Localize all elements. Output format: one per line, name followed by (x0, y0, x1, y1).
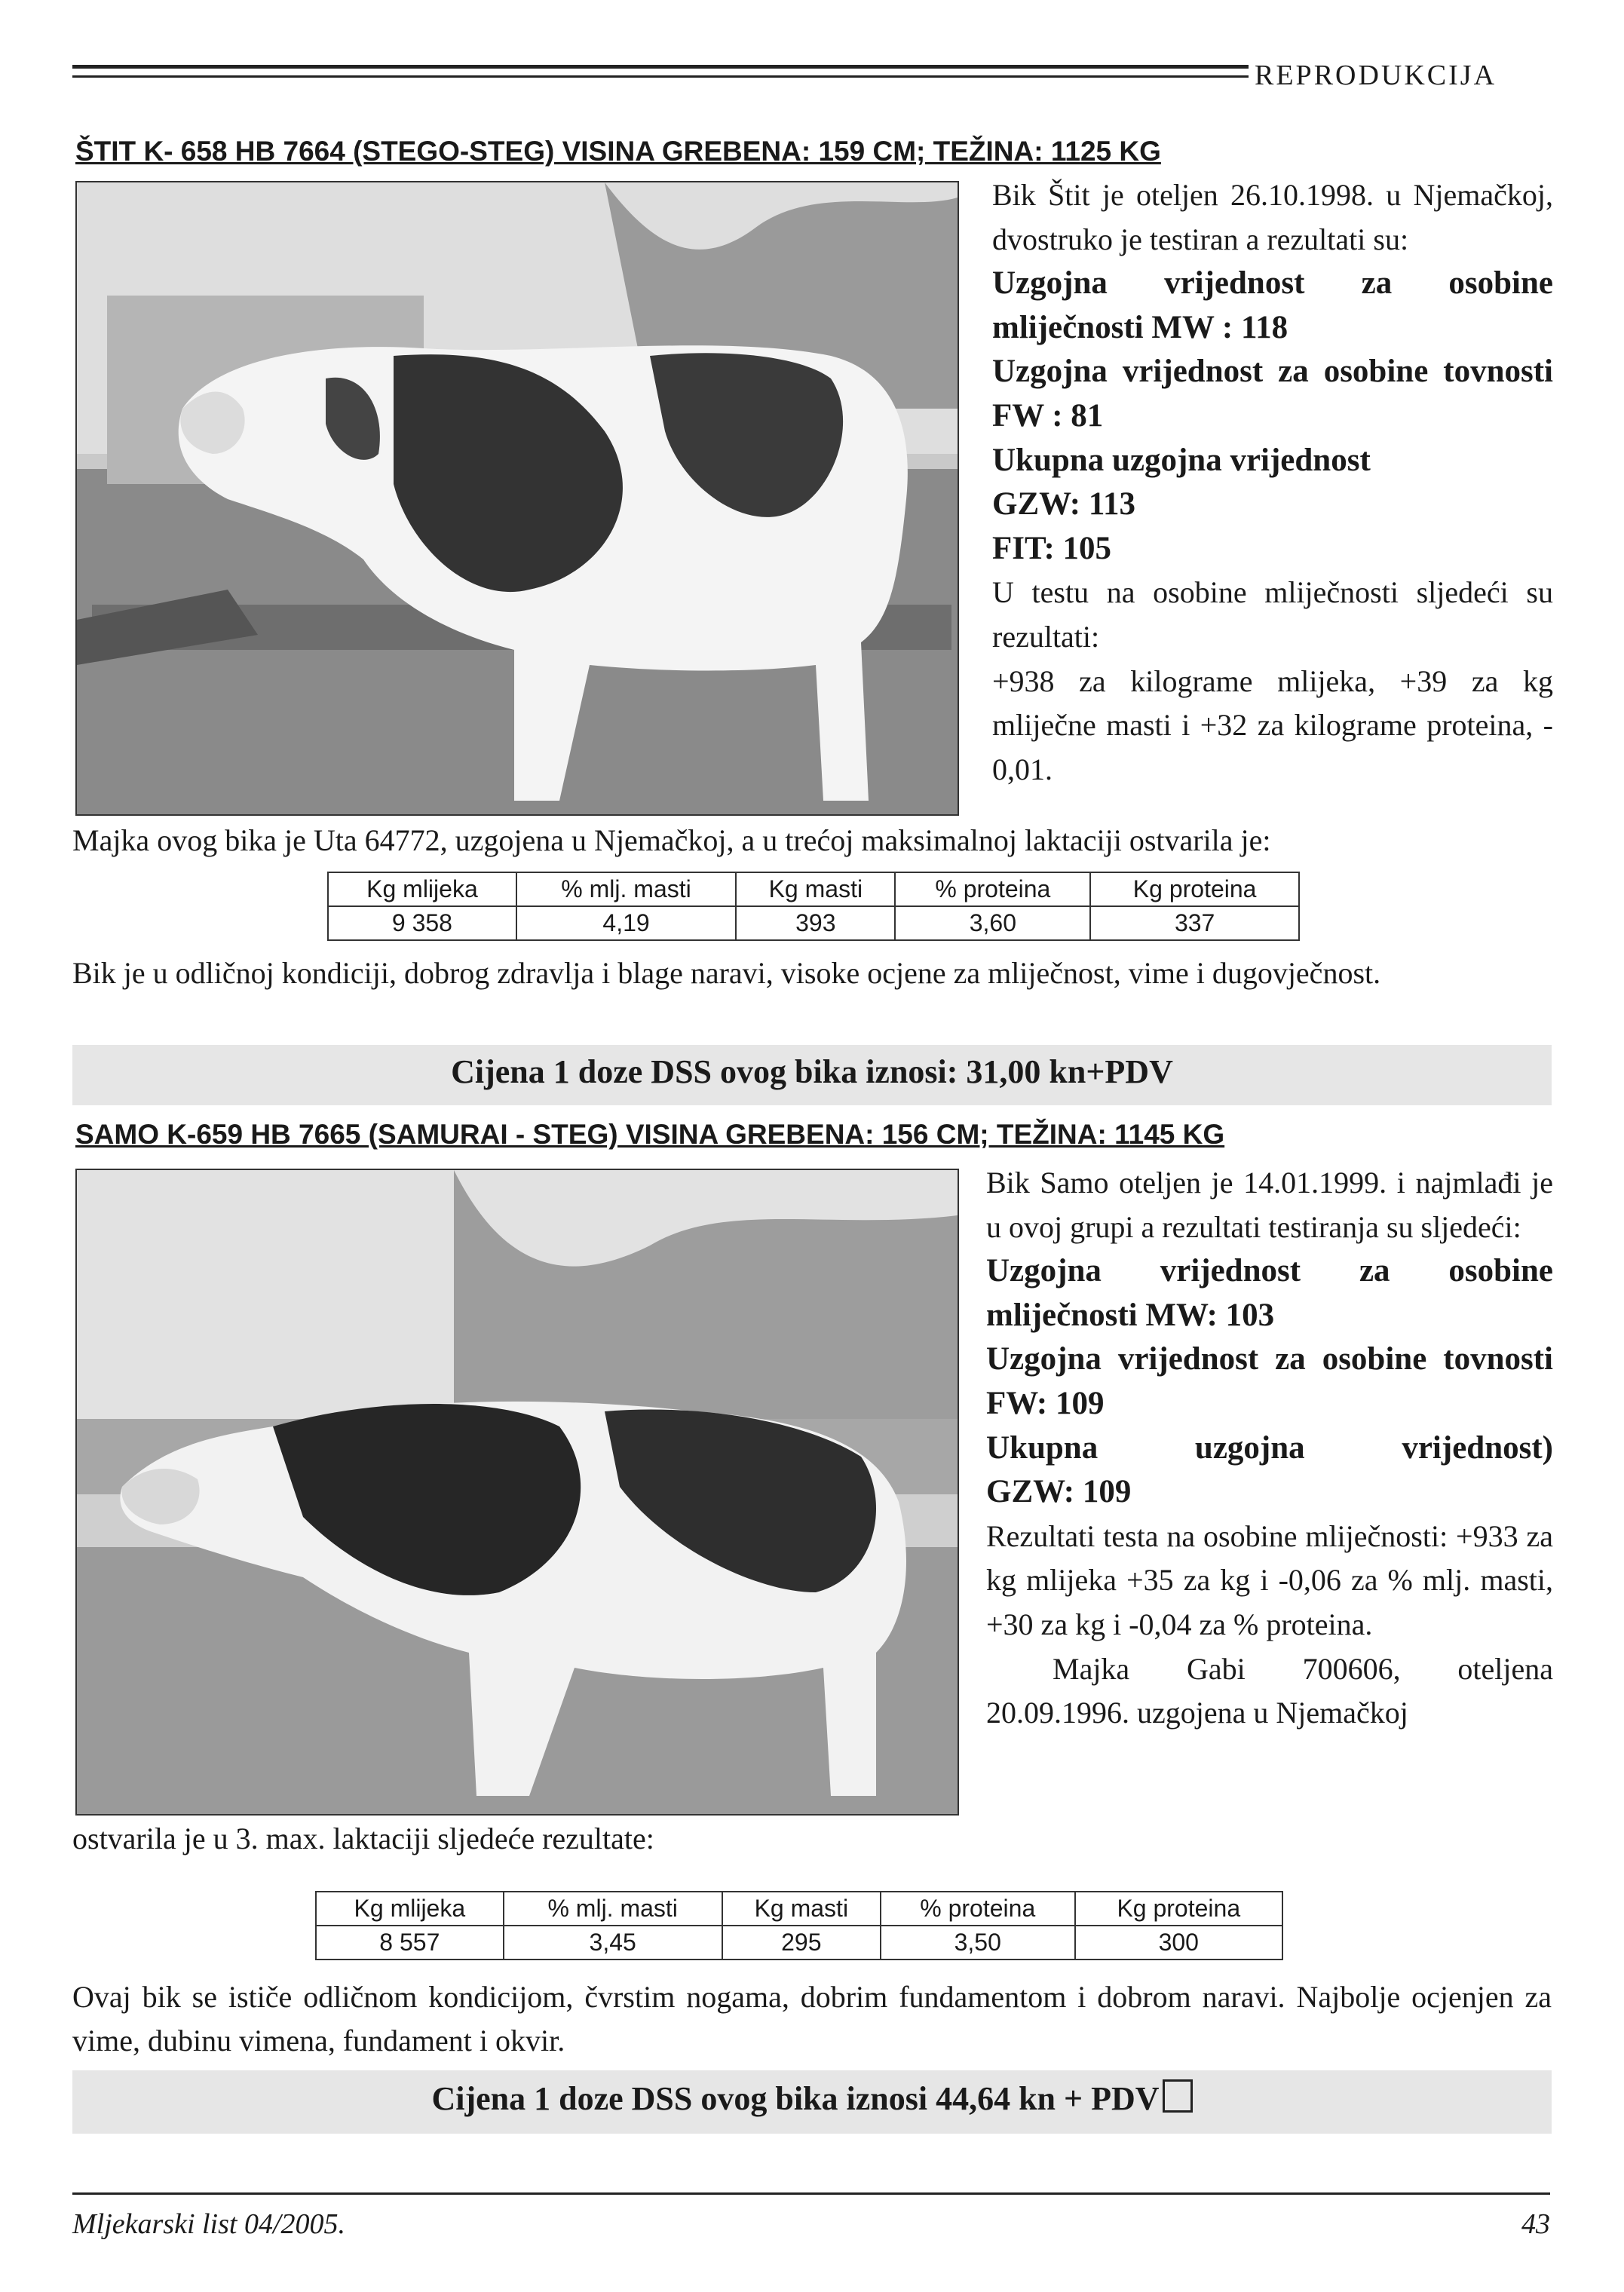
bull2-gzw: GZW: 109 (986, 1474, 1132, 1510)
bull1-gzw: GZW: 113 (992, 486, 1135, 522)
table-cell: 393 (736, 906, 895, 940)
bull2-mother-line2: ostvarila je u 3. max. laktaciji sljedeće rezultate: (72, 1822, 654, 1855)
bull1-gzw-label: Ukupna uzgojna vrijednost (992, 442, 1371, 478)
table-cell: 9 358 (328, 906, 516, 940)
table-cell: 8 557 (316, 1926, 504, 1960)
table-header-cell: % proteina (895, 872, 1090, 906)
bull1-fw: Uzgojna vrijednost za osobine tovnosti FW : 81 (992, 354, 1553, 434)
bull1-fit: FIT: 105 (992, 530, 1112, 566)
journal-name: Mljekarski list 04/2005. (72, 2208, 346, 2240)
bull2-intro: Bik Samo oteljen je 14.01.1999. i najmlađi je u ovoj grupi a rezultati testiranja su sljedeći: (986, 1166, 1553, 1244)
table-header-cell: Kg proteina (1075, 1892, 1282, 1926)
bull2-gzw-label: Ukupna uzgojna vrijednost) (986, 1429, 1553, 1466)
bull2-title: SAMO K-659 HB 7665 (SAMURAI - STEG) VISINA GREBENA: 156 CM; TEŽINA: 1145 KG (75, 1119, 1225, 1150)
table-header-cell: % proteina (881, 1892, 1075, 1926)
table-header-cell: Kg masti (722, 1892, 881, 1926)
bull2-lactation-table (315, 1891, 1283, 1960)
section-title: REPRODUKCIJA (1255, 60, 1497, 91)
bull1-test-intro: U testu na osobine mliječnosti sljedeći su rezultati: (992, 575, 1553, 654)
bull2-mother-line1: Majka Gabi 700606, oteljena 20.09.1996. uzgojena u Njemačkoj (986, 1651, 1553, 1730)
table-row (316, 1926, 1282, 1960)
bull1-mw: Uzgojna vrijednost za osobine mliječnosti MW : 118 (992, 265, 1553, 345)
bull1-lactation-table (327, 872, 1300, 941)
bull2-description: Ovaj bik se ističe odličnom kondicijom, čvrstim nogama, dobrim fundamentom i dobrom naravi. Najbolje ocjenjen za vime, dubinu vimena, fundament i okvir. (72, 1980, 1552, 2058)
header-rule-top (72, 65, 1249, 69)
table-header-cell: % mlj. masti (516, 872, 736, 906)
header-rule-bottom (72, 75, 1249, 78)
page-number: 43 (1521, 2208, 1550, 2240)
bull1-photo (75, 181, 959, 816)
checkbox-square-icon (1163, 2079, 1193, 2113)
bull1-price (0, 1053, 1624, 1091)
bull2-price (0, 2079, 1624, 2118)
table-row (328, 906, 1299, 940)
footer-rule (72, 2192, 1550, 2195)
table-cell: 3,50 (881, 1926, 1075, 1960)
bull2-image (77, 1170, 958, 1814)
table-cell: 295 (722, 1926, 881, 1960)
bull1-info (992, 173, 1553, 792)
table-header-cell: Kg mlijeka (328, 872, 516, 906)
bull2-photo (75, 1169, 959, 1816)
bull1-price-text: Cijena 1 doze DSS ovog bika iznosi: 31,00 kn+PDV (451, 1053, 1173, 1090)
table-cell: 300 (1075, 1926, 1282, 1960)
table-cell: 3,60 (895, 906, 1090, 940)
bull1-mother: Majka ovog bika je Uta 64772, uzgojena u Njemačkoj, a u trećoj maksimalnoj laktaciji ostvarila je: (72, 823, 1271, 857)
table-cell: 3,45 (504, 1926, 722, 1960)
bull1-title: ŠTIT K- 658 HB 7664 (STEGO-STEG) VISINA GREBENA: 159 CM; TEŽINA: 1125 KG (75, 136, 1161, 167)
table-cell: 337 (1090, 906, 1299, 940)
table-header-cell: Kg mlijeka (316, 1892, 504, 1926)
bull1-description: Bik je u odličnoj kondiciji, dobrog zdravlja i blage naravi, visoke ocjene za mliječnost, vime i dugovječnost. (72, 956, 1381, 990)
bull2-fw: Uzgojna vrijednost za osobine tovnosti FW: 109 (986, 1341, 1553, 1421)
bull1-intro: Bik Štit je oteljen 26.10.1998. u Njemačkoj, dvostruko je testiran a rezultati su: (992, 178, 1553, 256)
table-header-cell: Kg proteina (1090, 872, 1299, 906)
bull1-image (77, 182, 958, 814)
bull2-info (986, 1161, 1553, 1736)
table-header-cell: Kg masti (736, 872, 895, 906)
table-cell: 4,19 (516, 906, 736, 940)
bull2-test-results: Rezultati testa na osobine mliječnosti: +933 za kg mlijeka +35 za kg i -0,06 za % mlj. masti, +30 za kg i -0,04 za % proteina. (986, 1518, 1553, 1641)
table-header-cell: % mlj. masti (504, 1892, 722, 1926)
table-header-row (316, 1892, 1282, 1926)
bull2-price-text: Cijena 1 doze DSS ovog bika iznosi 44,64 kn + PDV (431, 2080, 1160, 2117)
bull2-mw: Uzgojna vrijednost za osobine mliječnosti MW: 103 (986, 1253, 1553, 1333)
table-header-row (328, 872, 1299, 906)
bull1-test-results: +938 za kilograme mlijeka, +39 za kg mliječne masti i +32 za kilograme proteina, - 0,01. (992, 663, 1553, 786)
